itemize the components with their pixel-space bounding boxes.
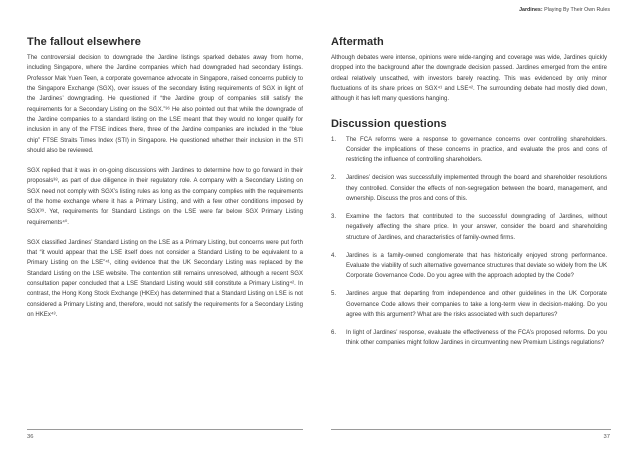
list-item xyxy=(331,328,607,349)
question-number: 4. xyxy=(331,252,337,259)
paragraph: The controversial decision to downgrade the Jardine listings sparked debates away from home, including Singapore, where the Jardine companies which had downgraded had secondary listings. Professor Mak Yuen Teen, a corporate governance advocate in Singapore, raised concerns publicly to the Singapore Exchange (SGX), over issues of the secondary listing requirements of SGX in light of the Jardines’ downgrading. He questioned if “the Jardine group of companies still satisfy the requirements for a Secondary Listing on the SGX.”³⁶ He also pointed out that while the downgrade of the Jardine companies to a standard listing on the LSE meant that they would no longer qualify for inclusion in any of the FTSE indices there, three of the Jardine companies are included in the “blue chip” FTSE Straits Times Index (STI) in Singapore. He questioned whether their inclusion in the STI should also be reviewed. xyxy=(27,55,303,155)
right-page-column xyxy=(331,36,607,356)
question-number: 3. xyxy=(331,213,337,220)
paragraph: SGX classified Jardines’ Standard Listing on the LSE as a Primary Listing, but concerns were put forth that “it would appear that the LSE itself does not consider a Standard Listing to be equivalent to a Primary Listing on the LSE”⁴¹, citing evidence that the UK Secondary Listing was replaced by the Standard Listing on the LSE website. The contention still remains unresolved, although a recent SGX consultation paper concluded that a LSE Standard Listing would still constitute a Primary Listing⁴². In contrast, the Hong Kong Stock Exchange (HKEx) has determined that a Standard Listing on LSE is not considered a Primary Listing and, therefore, would not satisfy the requirements for a Secondary Listing on HKEx⁴³. xyxy=(27,239,303,319)
page-number-right: 37 xyxy=(603,434,610,440)
footer-divider-right xyxy=(331,429,611,430)
question-text: The FCA reforms were a response to governance concerns over controlling shareholders. Consider the implications of these concerns in practice, and evaluate the pros and cons of restricting the influence of controlling shareholders. xyxy=(346,136,607,164)
header-title: Jardines: xyxy=(519,7,543,13)
list-item xyxy=(331,212,607,243)
question-number: 6. xyxy=(331,329,337,336)
section-heading-discussion-questions: Discussion questions xyxy=(331,117,447,130)
question-number: 2. xyxy=(331,175,337,182)
footer-divider-left xyxy=(27,429,303,430)
section-heading-aftermath: Aftermath xyxy=(331,36,384,48)
list-item xyxy=(331,289,607,320)
question-number: 5. xyxy=(331,291,337,298)
question-text: Examine the factors that contributed to the successful downgrading of Jardines, without negatively affecting the share price. In your answer, consider the board and shareholding structure of Jardines, and characteristics of family-owned firms. xyxy=(346,213,607,241)
paragraph: Although debates were intense, opinions were wide-ranging and coverage was wide, Jardines quickly dropped into the background after the downgrade decision passed. Jardines emerged from the entire ordeal relatively unscathed, with investors barely reacting. This was evidenced by only minor fluctuations of its share prices on SGX⁴¹ and LSE⁴². The surrounding debate had mostly died down, although it has left many questions hanging. xyxy=(331,55,607,103)
question-text: Jardines argue that departing from independence and other guidelines in the UK Corporate Governance Code allows their companies to take a long-term view in decision-making. Do you agree with this argument? What are the risks associated with such departures? xyxy=(346,291,607,318)
page-number-left: 36 xyxy=(27,434,34,440)
questions-list xyxy=(331,135,607,349)
section-heading-fallout: The fallout elsewhere xyxy=(27,36,141,48)
question-text: Jardines’ decision was successfully implemented through the board and shareholder resolutions they controlled. Consider the effects of non-segregation between the board, management, and ownership. Discuss the pros and cons of this. xyxy=(346,175,607,203)
list-item xyxy=(331,173,607,204)
question-text: In light of Jardines’ response, evaluate the effectiveness of the FCA’s proposed reforms. Do you think other companies might follow Jardines in circumventing new Premium Listings regulations? xyxy=(346,329,607,347)
left-page-column xyxy=(27,36,303,330)
list-item xyxy=(331,251,607,282)
paragraph: SGX replied that it was in on-going discussions with Jardines to determine how to go forward in their proposals³⁸, as part of due diligence in their regulatory role. A company with a Secondary Listing on SGX need not comply with SGX’s listing rules as long as the company complies with the requirements of the home exchange where it has a Primary Listing, and with a few other conditions imposed by SGX³⁹. Yet, requirements for Standard Listings on the LSE were far below SGX Primary Listing requirements⁴⁰. xyxy=(27,168,303,226)
list-item xyxy=(331,135,607,166)
running-header xyxy=(519,7,610,13)
question-text: Jardines is a family-owned conglomerate that has historically enjoyed strong performance. Evaluate the viability of such alternative governance structures that deviate so widely from the UK Corporate Governance Code. Do you agree with the approach adopted by the Code? xyxy=(346,252,607,280)
header-subtitle: Playing By Their Own Rules xyxy=(544,7,610,13)
question-number: 1. xyxy=(331,136,337,143)
